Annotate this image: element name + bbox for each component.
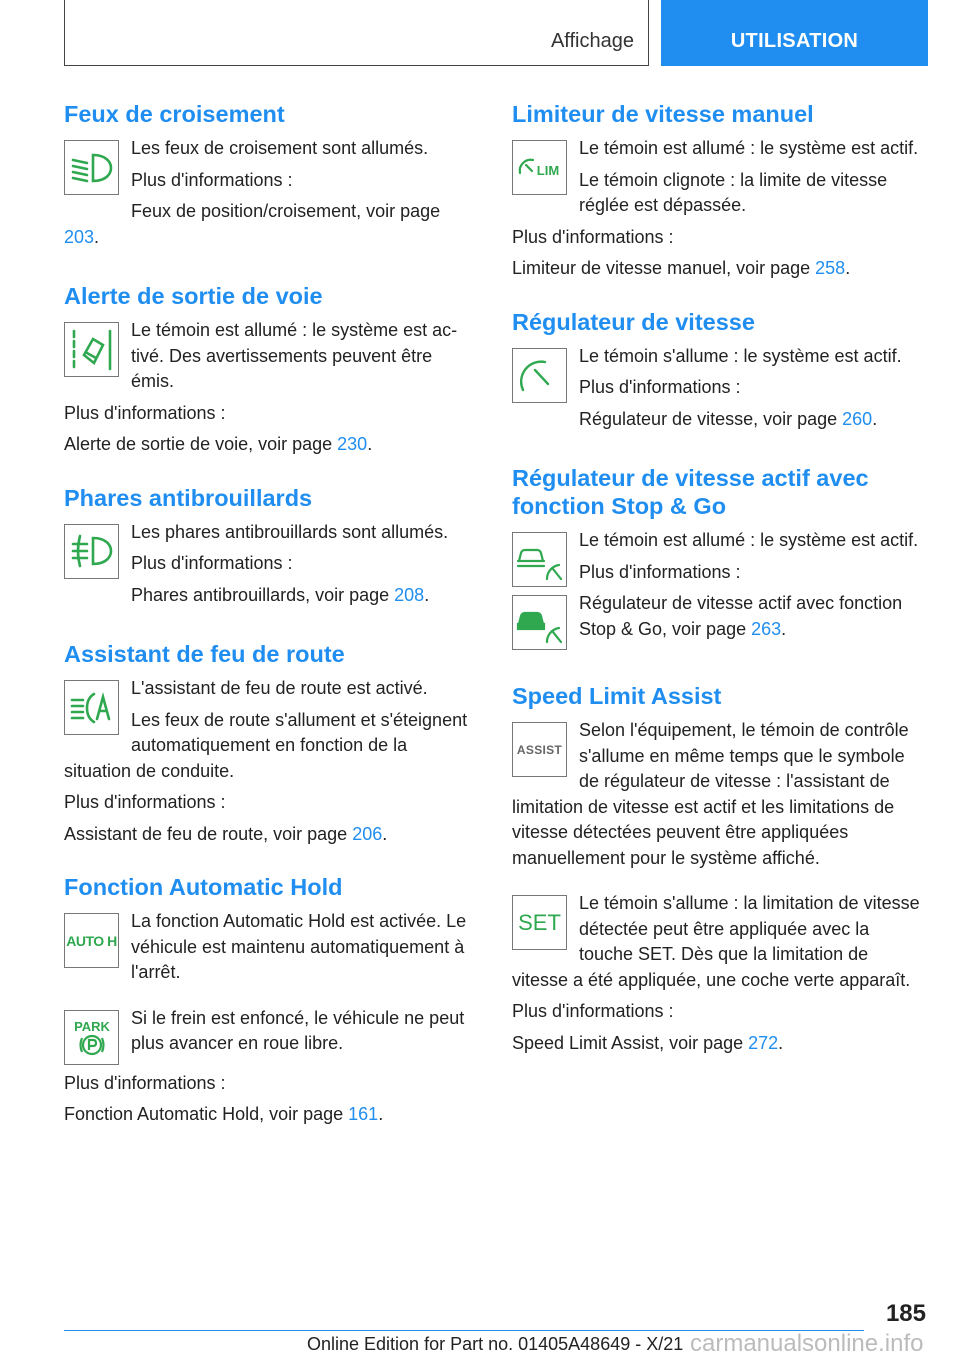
auto-hold-icon (64, 913, 119, 968)
watermark: carmanualsonline.info (690, 1330, 924, 1357)
paragraph: Alerte de sortie de voie, voir page 230. (64, 434, 373, 454)
low-beam-icon (64, 140, 119, 195)
paragraph: Plus d'informations : (131, 553, 293, 573)
set-speed-icon-label: SET (518, 909, 561, 935)
left-column (64, 100, 476, 1154)
cruise-control-icon (512, 348, 567, 403)
section-assistant-feu-route (64, 640, 476, 847)
section-alerte-sortie (64, 282, 476, 458)
page-reference-link[interactable]: 206 (352, 823, 383, 844)
page-number: 185 (885, 1300, 926, 1327)
paragraph: Speed Limit Assist, voir page 272. (512, 1032, 784, 1053)
section-automatic-hold (64, 873, 476, 1128)
paragraph: Plus d'informations : (131, 169, 293, 190)
paragraph: Plus d'informations : (512, 226, 674, 247)
section-phares-antibrouillards (64, 484, 476, 615)
speed-limiter-icon-label: LIM (536, 162, 559, 178)
speed-limit-assist-icon (512, 722, 567, 777)
page-reference-link[interactable]: 230 (337, 434, 368, 454)
page-reference-link[interactable]: 161 (348, 1104, 379, 1124)
paragraph: Assistant de feu de route, voir page 206. (64, 823, 388, 844)
page-reference-link[interactable]: 203 (64, 226, 95, 247)
footer-edition: Online Edition for Part no. 01405A48649 - X/21 (307, 1334, 684, 1354)
page-reference-link[interactable]: 258 (815, 258, 846, 278)
section-title: Fonction Automatic Hold (64, 874, 343, 900)
paragraph: Limiteur de vitesse manuel, voir page 258. (512, 258, 851, 278)
page-header (64, 0, 928, 66)
paragraph: Les phares antibrouillards sont allumés. (131, 521, 449, 542)
paragraph: Régulateur de vitesse actif avec fonction Stop & Go, voir page 263. (579, 593, 903, 639)
section-regulateur-vitesse (512, 308, 924, 439)
active-cruise-control-icon (512, 532, 567, 587)
set-speed-icon (512, 895, 567, 950)
section-title: Speed Limit Assist (512, 683, 722, 709)
speed-limiter-icon (512, 140, 567, 195)
section-limiteur-vitesse (512, 100, 924, 282)
paragraph: Le témoin clignote : la limite de vitesse réglée est dépassée. (579, 169, 888, 215)
park-brake-icon-label: PARK (73, 1019, 110, 1034)
paragraph: L'assistant de feu de route est activé. (131, 678, 428, 698)
paragraph: Le témoin est allumé : le système est actif. (579, 530, 919, 550)
park-brake-icon (64, 1010, 119, 1065)
paragraph: Régulateur de vitesse, voir page 260. (579, 408, 878, 429)
paragraph: Le témoin s'allume : la limitation de vitesse détectée peut être appliquée avec la touche SET. Dès que la limitation de vitesse a été appliquée, une coche verte apparaît. (512, 893, 920, 990)
section-title: Régulateur de vitesse actif avec fonction Stop & Go (512, 465, 869, 519)
paragraph: Les feux de route s'allument et s'éteignent automatiquement en fonction de la situation de conduite. (64, 709, 468, 781)
paragraph: Les feux de croisement sont allumés. (131, 138, 429, 158)
header-section-title: Affichage (550, 30, 634, 52)
section-title: Assistant de feu de route (64, 641, 345, 667)
acc-icon-group (512, 528, 579, 656)
paragraph: Plus d'informations : (512, 1001, 674, 1021)
section-title: Feux de croisement (64, 101, 285, 127)
paragraph: Plus d'informations : (579, 561, 741, 582)
high-beam-assistant-icon (64, 680, 119, 735)
section-title: Limiteur de vitesse manuel (512, 101, 814, 127)
paragraph: Le témoin est allumé : le système est actif. (579, 138, 919, 158)
active-cruise-control-vehicle-detected-icon (512, 595, 567, 650)
speed-limit-assist-icon-label: ASSIST (516, 742, 563, 757)
paragraph: Le témoin est allumé : le système est activé. Des avertissements peuvent être émis. (131, 320, 458, 391)
header-chapter-tab[interactable]: UTILISATION (661, 0, 928, 66)
section-speed-limit-assist (512, 682, 924, 1056)
paragraph: La fonction Automatic Hold est activée. Le véhicule est maintenu automatiquement à l'arrêt. (131, 911, 467, 982)
section-feux-croisement (64, 100, 476, 256)
paragraph: Plus d'informations : (579, 377, 741, 397)
paragraph: Le témoin s'allume : le système est actif. (579, 345, 902, 366)
auto-hold-icon-label: AUTO H (66, 932, 117, 949)
section-title: Alerte de sortie de voie (64, 283, 323, 309)
section-title: Phares antibrouillards (64, 484, 313, 511)
page-reference-link[interactable]: 263 (751, 618, 782, 639)
page-reference-link[interactable]: 208 (394, 584, 425, 605)
paragraph: Plus d'informations : (64, 1072, 226, 1093)
paragraph: Plus d'informations : (64, 792, 226, 812)
paragraph: Phares antibrouillards, voir page 208. (131, 584, 430, 605)
paragraph: Plus d'informations : (64, 402, 226, 423)
paragraph: Fonction Automatic Hold, voir page 161. (64, 1104, 384, 1124)
page-reference-link[interactable]: 272 (748, 1032, 779, 1053)
paragraph: Selon l'équipement, le témoin de contrôle s'allume en même temps que le symbole de régulateur de vitesse : l'assistant de limitation de vitesse est actif et les limitations de vitesse détectées peuvent être appliquées manuellement pour le système affiché. (512, 720, 909, 868)
section-title: Régulateur de vitesse (512, 308, 755, 335)
right-column (512, 100, 924, 1082)
page-reference-link[interactable]: 260 (842, 408, 873, 429)
fog-light-icon (64, 524, 119, 579)
section-regulateur-actif (512, 464, 924, 656)
paragraph: Feux de position/croisement, voir page 203. (64, 201, 441, 247)
paragraph: Si le frein est enfoncé, le véhicule ne peut plus avancer en roue libre. (131, 1007, 465, 1053)
lane-departure-icon (64, 322, 119, 377)
